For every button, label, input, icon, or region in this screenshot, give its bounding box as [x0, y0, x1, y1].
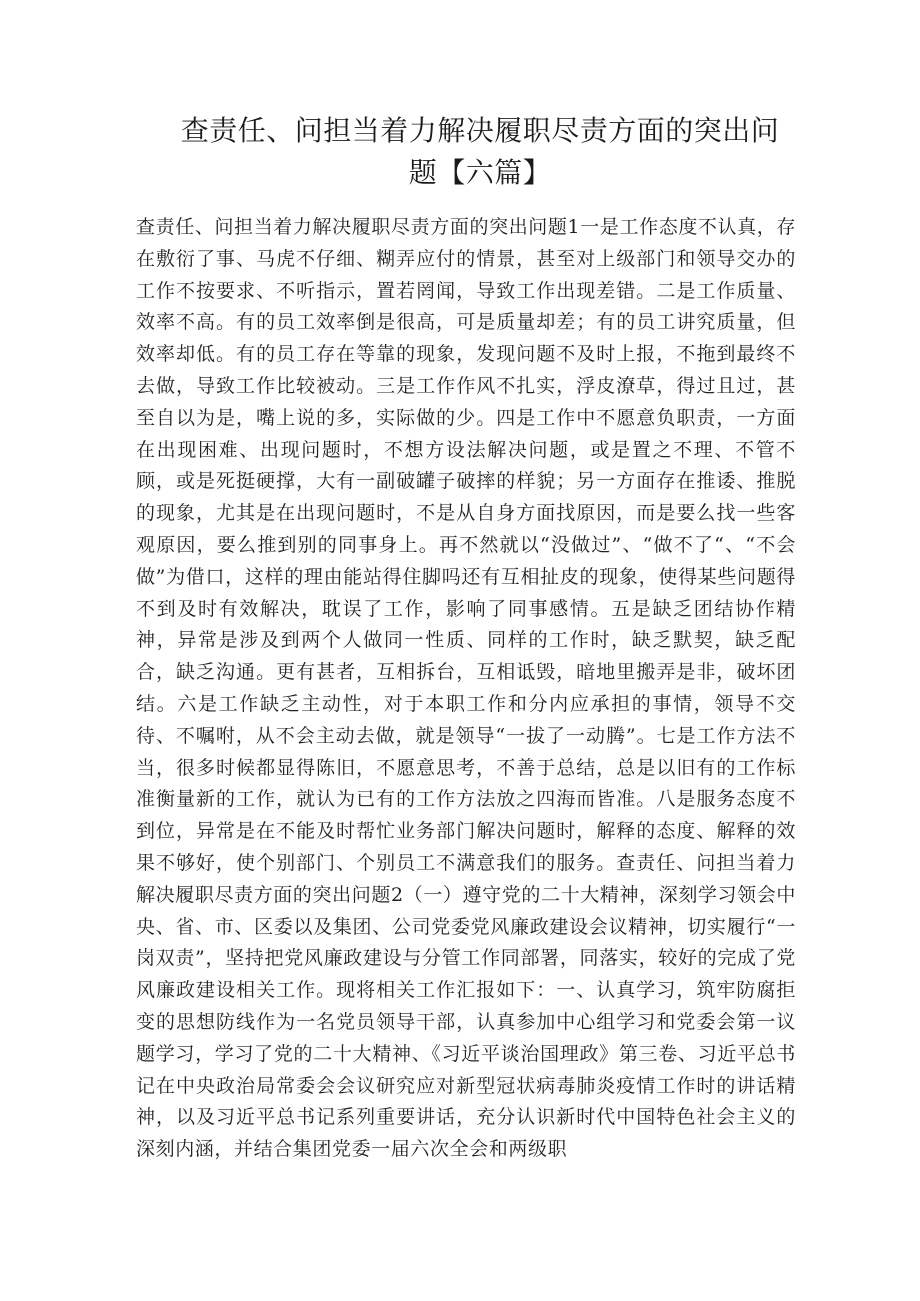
- document-title: 查责任、问担当着力解决履职尽责方面的突出问题【六篇】: [180, 114, 780, 189]
- document-body-text: 查责任、问担当着力解决履职尽责方面的突出问题1一是工作态度不认真，存在敷衍了事、马虎不仔细、糊弄应付的情景，甚至对上级部门和领导交办的工作不按要求、不听指示，置若罔闻，导致工作出现差错。二是工作质量、效率不高。有的员工效率倒是很高，可是质量却差；有的员工讲究质量，但效率却低。有的员工存在等靠的现象，发现问题不及时上报，不拖到最终不去做，导致工作比较被动。三是工作作风不扎实，浮皮潦草，得过且过，甚至自以为是，嘴上说的多，实际做的少。四是工作中不愿意负职责，一方面在出现困难、出现问题时，不想方设法解决问题，或是置之不理、不管不顾，或是死挺硬撑，大有一副破罐子破摔的样貌；另一方面存在推诿、推脱的现象，尤其是在出现问题时，不是从自身方面找原因，而是要么找一些客观原因，要么推到别的同事身上。再不然就以“没做过”、“做不了“、“不会做”为借口，这样的理由能站得住脚吗还有互相扯皮的现象，使得某些问题得不到及时有效解决，耽误了工作，影响了同事感情。五是缺乏团结协作精神，异常是涉及到两个人做同一性质、同样的工作时，缺乏默契，缺乏配合，缺乏沟通。更有甚者，互相拆台，互相诋毁，暗地里搬弄是非，破坏团结。六是工作缺乏主动性，对于本职工作和分内应承担的事情，领导不交待、不嘱咐，从不会主动去做，就是领导“一拔了一动腾”。七是工作方法不当，很多时候都显得陈旧，不愿意思考，不善于总结，总是以旧有的工作标准衡量新的工作，就认为已有的工作方法放之四海而皆准。八是服务态度不到位，异常是在不能及时帮忙业务部门解决问题时，解释的态度、解释的效果不够好，使个别部门、个别员工不满意我们的服务。查责任、问担当着力解决履职尽责方面的突出问题2（一）遵守党的二十大精神，深刻学习领会中央、省、市、区委以及集团、公司党委党风廉政建设会议精神，切实履行“一岗双责”，坚持把党风廉政建设与分管工作同部署，同落实，较好的完成了党风廉政建设相关工作。现将相关工作汇报如下：一、认真学习，筑牢防腐拒变的思想防线作为一名党员领导干部，认真参加中心组学习和党委会第一议题学习，学习了党的二十大精神、《习近平谈治国理政》第三卷、习近平总书记在中央政治局常委会会议研究应对新型冠状病毒肺炎疫情工作时的讲话精神，以及习近平总书记系列重要讲话，充分认识新时代中国特色社会主义的深刻内涵，并结合集团党委一届六次全会和两级职: [136, 216, 796, 1161]
